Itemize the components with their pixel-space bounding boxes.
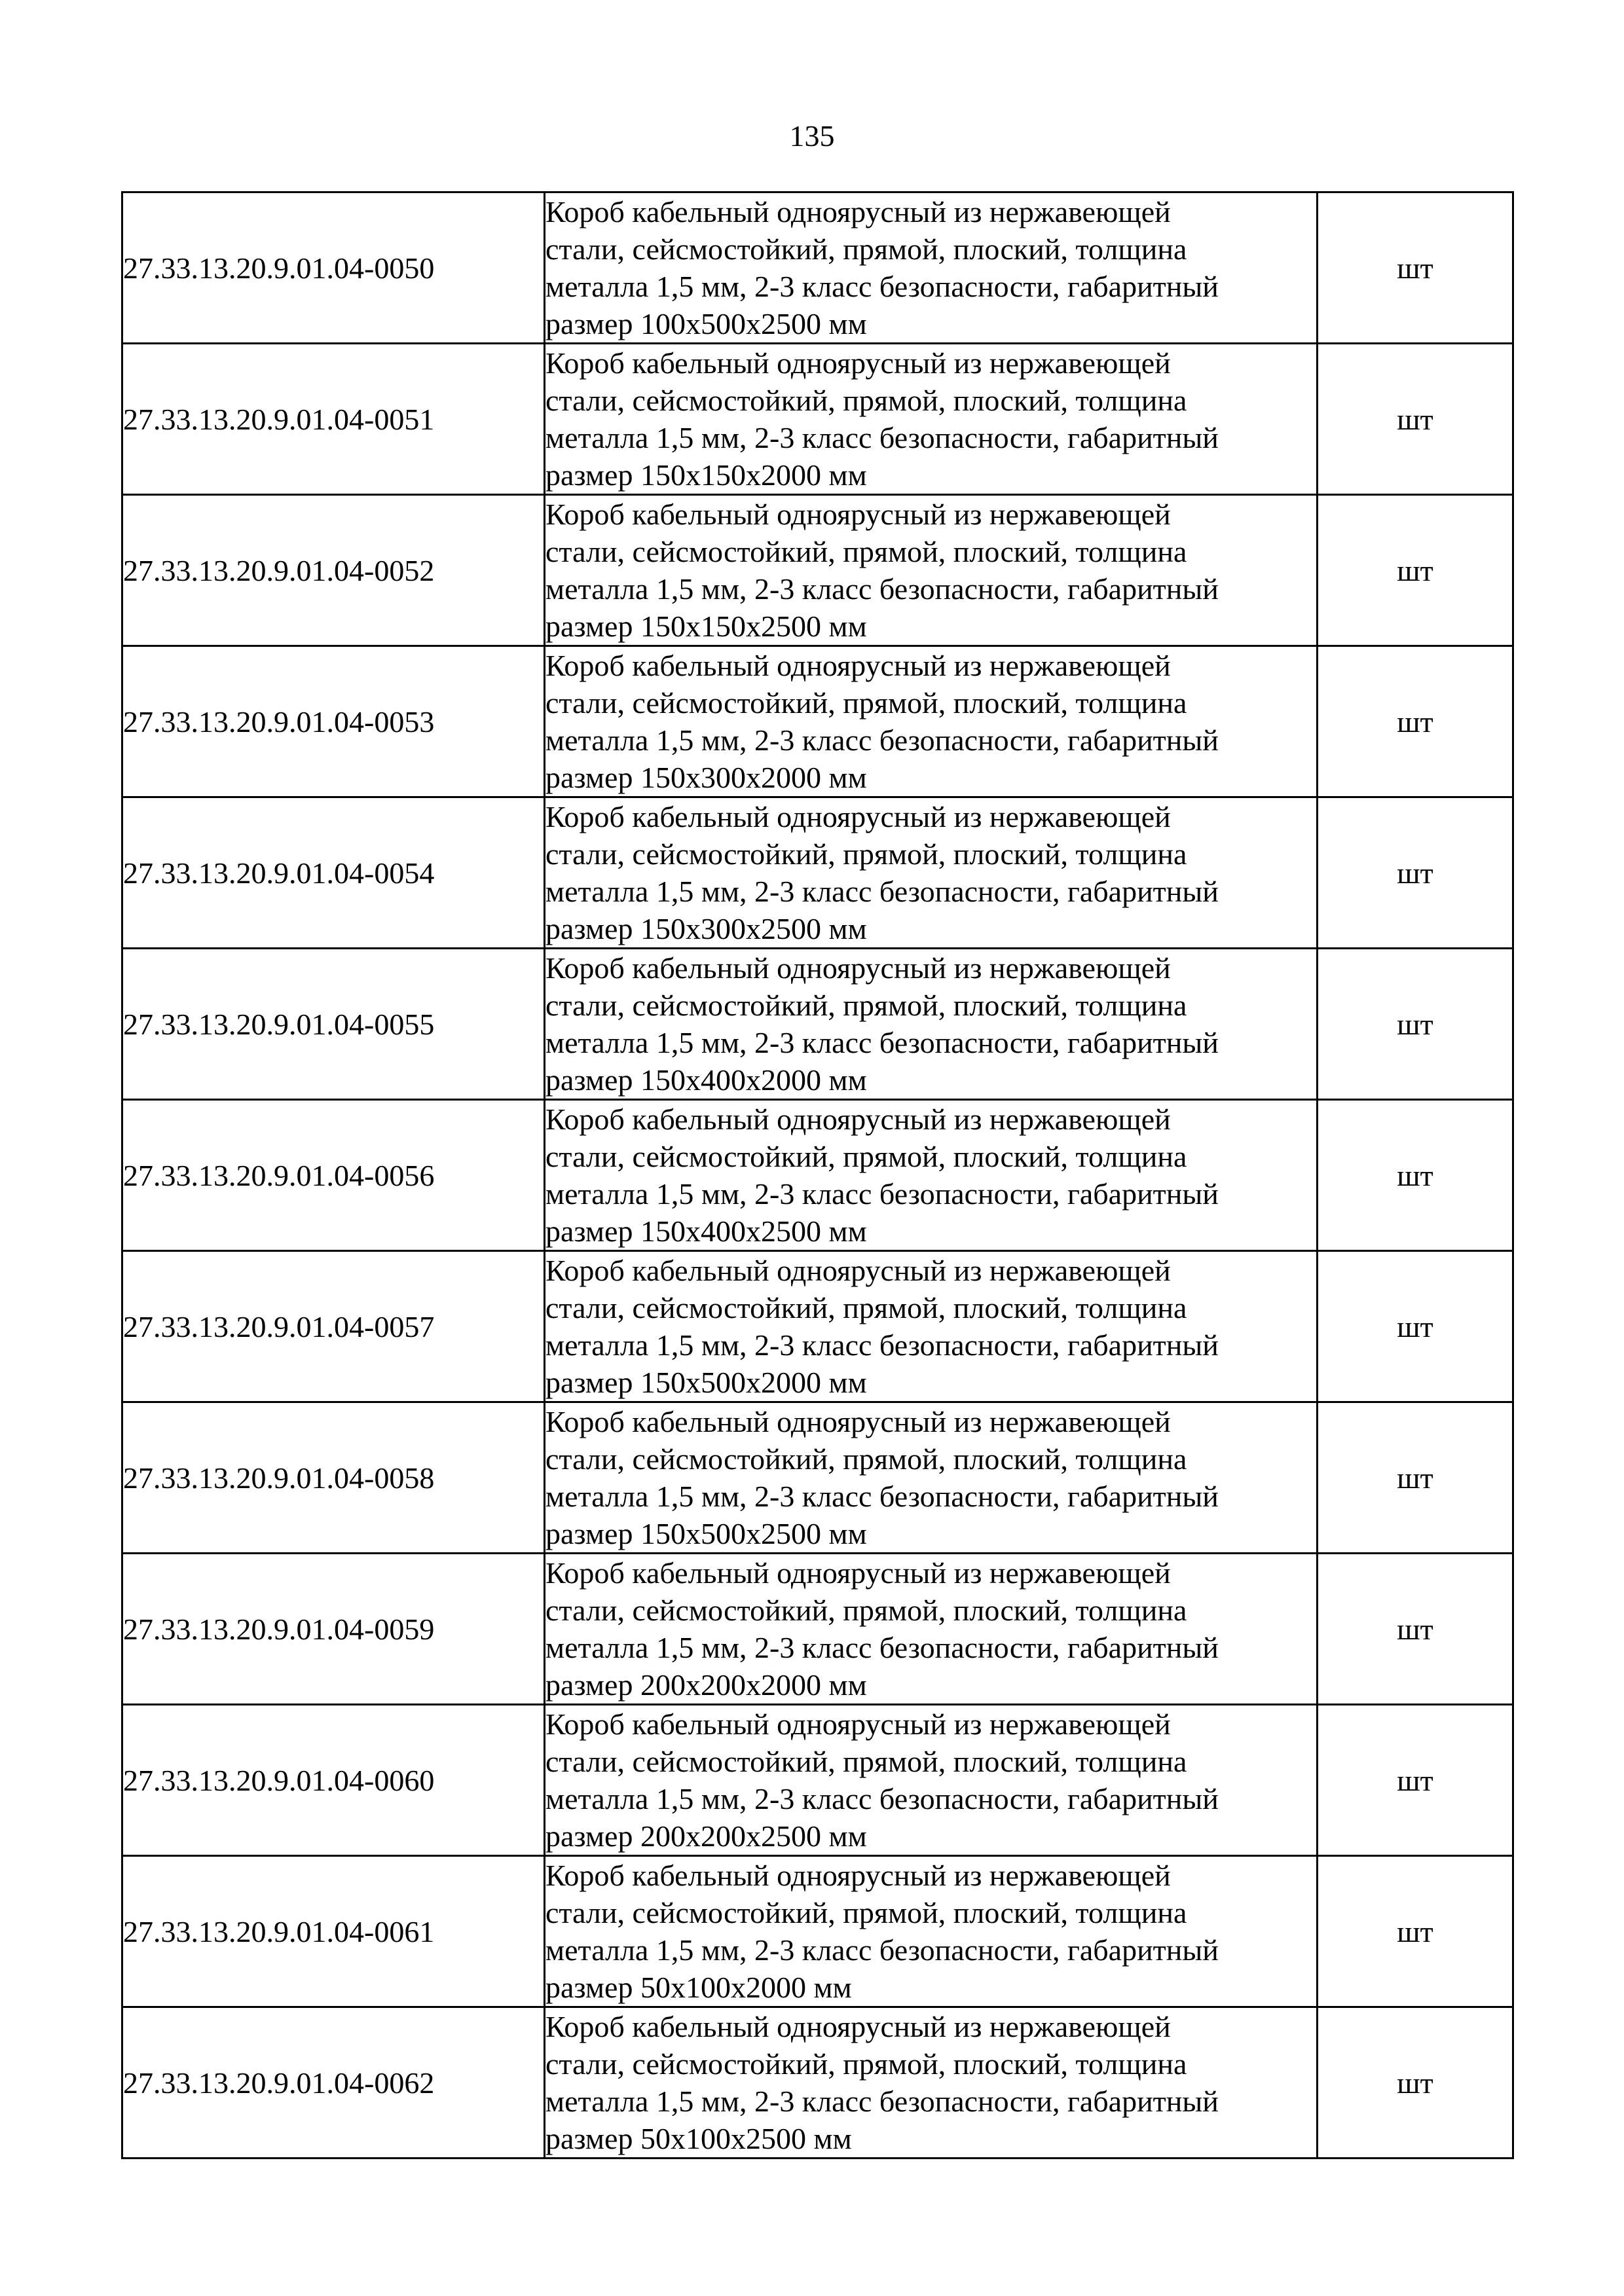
resource-description (545, 646, 1318, 797)
description-line: размер 100x500x2500 мм (545, 307, 867, 340)
description-line: металла 1,5 мм, 2-3 класс безопасности, габаритный (545, 1933, 1219, 1967)
resource-description (545, 2007, 1318, 2159)
resource-description (545, 1856, 1318, 2007)
description-line: стали, сейсмостойкий, прямой, плоский, толщина (545, 1442, 1187, 1476)
unit-of-measure: шт (1318, 495, 1513, 646)
description-line: стали, сейсмостойкий, прямой, плоский, толщина (545, 1140, 1187, 1173)
unit-of-measure: шт (1318, 1705, 1513, 1856)
table-row (122, 646, 1513, 797)
table-row (122, 495, 1513, 646)
table-row (122, 1705, 1513, 1856)
unit-of-measure: шт (1318, 344, 1513, 495)
description-line: металла 1,5 мм, 2-3 класс безопасности, габаритный (545, 1328, 1219, 1362)
resource-table (121, 191, 1514, 2159)
resource-description (545, 1705, 1318, 1856)
unit-of-measure: шт (1318, 2007, 1513, 2159)
description-line: стали, сейсмостойкий, прямой, плоский, толщина (545, 837, 1187, 871)
table-row (122, 2007, 1513, 2159)
unit-of-measure: шт (1318, 1100, 1513, 1251)
description-line: Короб кабельный одноярусный из нержавеющей (545, 346, 1171, 380)
description-line: металла 1,5 мм, 2-3 класс безопасности, габаритный (545, 1480, 1219, 1513)
description-line: размер 150x150x2500 мм (545, 610, 867, 643)
resource-code: 27.33.13.20.9.01.04-0053 (122, 646, 545, 797)
description-line: Короб кабельный одноярусный из нержавеющей (545, 1102, 1171, 1136)
table-row (122, 949, 1513, 1100)
resource-description (545, 1100, 1318, 1251)
unit-of-measure: шт (1318, 1554, 1513, 1705)
description-line: металла 1,5 мм, 2-3 класс безопасности, габаритный (545, 421, 1219, 454)
description-line: размер 50x100x2500 мм (545, 2122, 852, 2155)
description-line: стали, сейсмостойкий, прямой, плоский, толщина (545, 989, 1187, 1022)
resource-code: 27.33.13.20.9.01.04-0054 (122, 797, 545, 949)
description-line: размер 150x500x2500 мм (545, 1517, 867, 1550)
description-line: стали, сейсмостойкий, прямой, плоский, толщина (545, 535, 1187, 568)
description-line: Короб кабельный одноярусный из нержавеющей (545, 2010, 1171, 2043)
description-line: стали, сейсмостойкий, прямой, плоский, толщина (545, 2047, 1187, 2081)
unit-of-measure: шт (1318, 949, 1513, 1100)
resource-description (545, 797, 1318, 949)
description-line: стали, сейсмостойкий, прямой, плоский, толщина (545, 1745, 1187, 1778)
description-line: Короб кабельный одноярусный из нержавеющей (545, 951, 1171, 985)
page-number: 135 (789, 119, 835, 153)
description-line: размер 150x400x2500 мм (545, 1214, 867, 1248)
resource-code: 27.33.13.20.9.01.04-0050 (122, 192, 545, 344)
description-line: Короб кабельный одноярусный из нержавеющей (545, 649, 1171, 682)
resource-code: 27.33.13.20.9.01.04-0061 (122, 1856, 545, 2007)
resource-code: 27.33.13.20.9.01.04-0057 (122, 1251, 545, 1402)
table-row (122, 1100, 1513, 1251)
resource-code: 27.33.13.20.9.01.04-0052 (122, 495, 545, 646)
description-line: Короб кабельный одноярусный из нержавеющей (545, 1405, 1171, 1438)
description-line: Короб кабельный одноярусный из нержавеющей (545, 1707, 1171, 1741)
description-line: металла 1,5 мм, 2-3 класс безопасности, габаритный (545, 1177, 1219, 1211)
description-line: Короб кабельный одноярусный из нержавеющей (545, 1254, 1171, 1287)
description-line: стали, сейсмостойкий, прямой, плоский, толщина (545, 1594, 1187, 1627)
description-line: размер 150x300x2000 мм (545, 761, 867, 794)
description-line: металла 1,5 мм, 2-3 класс безопасности, габаритный (545, 1782, 1219, 1815)
description-line: стали, сейсмостойкий, прямой, плоский, толщина (545, 686, 1187, 720)
description-line: металла 1,5 мм, 2-3 класс безопасности, габаритный (545, 1631, 1219, 1664)
table-body (122, 192, 1513, 2159)
table-row (122, 1402, 1513, 1554)
resource-description (545, 1402, 1318, 1554)
description-line: Короб кабельный одноярусный из нержавеющей (545, 800, 1171, 833)
resource-description (545, 344, 1318, 495)
resource-description (545, 495, 1318, 646)
resource-description (545, 1251, 1318, 1402)
description-line: размер 150x400x2000 мм (545, 1063, 867, 1097)
description-line: металла 1,5 мм, 2-3 класс безопасности, габаритный (545, 875, 1219, 908)
description-line: стали, сейсмостойкий, прямой, плоский, толщина (545, 384, 1187, 417)
description-line: металла 1,5 мм, 2-3 класс безопасности, габаритный (545, 572, 1219, 606)
description-line: стали, сейсмостойкий, прямой, плоский, толщина (545, 1291, 1187, 1324)
description-line: Короб кабельный одноярусный из нержавеющей (545, 1556, 1171, 1590)
resource-description (545, 1554, 1318, 1705)
resource-code: 27.33.13.20.9.01.04-0058 (122, 1402, 545, 1554)
description-line: Короб кабельный одноярусный из нержавеющей (545, 498, 1171, 531)
description-line: металла 1,5 мм, 2-3 класс безопасности, габаритный (545, 270, 1219, 303)
resource-code: 27.33.13.20.9.01.04-0062 (122, 2007, 545, 2159)
description-line: Короб кабельный одноярусный из нержавеющей (545, 1859, 1171, 1892)
description-line: размер 200x200x2500 мм (545, 1819, 867, 1853)
unit-of-measure: шт (1318, 1402, 1513, 1554)
unit-of-measure: шт (1318, 1856, 1513, 2007)
resource-description (545, 192, 1318, 344)
description-line: металла 1,5 мм, 2-3 класс безопасности, габаритный (545, 723, 1219, 757)
description-line: размер 150x300x2500 мм (545, 912, 867, 945)
description-line: размер 50x100x2000 мм (545, 1971, 852, 2004)
description-line: стали, сейсмостойкий, прямой, плоский, толщина (545, 232, 1187, 266)
description-line: размер 200x200x2000 мм (545, 1668, 867, 1702)
unit-of-measure: шт (1318, 646, 1513, 797)
resource-code: 27.33.13.20.9.01.04-0056 (122, 1100, 545, 1251)
table-row (122, 797, 1513, 949)
description-line: металла 1,5 мм, 2-3 класс безопасности, габаритный (545, 2085, 1219, 2118)
description-line: размер 150x150x2000 мм (545, 458, 867, 492)
table-row (122, 1554, 1513, 1705)
description-line: размер 150x500x2000 мм (545, 1366, 867, 1399)
table-row (122, 192, 1513, 344)
unit-of-measure: шт (1318, 192, 1513, 344)
table-row (122, 1856, 1513, 2007)
description-line: Короб кабельный одноярусный из нержавеющей (545, 195, 1171, 228)
resource-code: 27.33.13.20.9.01.04-0055 (122, 949, 545, 1100)
resource-code: 27.33.13.20.9.01.04-0060 (122, 1705, 545, 1856)
resource-description (545, 949, 1318, 1100)
unit-of-measure: шт (1318, 1251, 1513, 1402)
resource-code: 27.33.13.20.9.01.04-0051 (122, 344, 545, 495)
description-line: металла 1,5 мм, 2-3 класс безопасности, габаритный (545, 1026, 1219, 1059)
resource-code: 27.33.13.20.9.01.04-0059 (122, 1554, 545, 1705)
table-row (122, 344, 1513, 495)
description-line: стали, сейсмостойкий, прямой, плоский, толщина (545, 1896, 1187, 1929)
table-row (122, 1251, 1513, 1402)
unit-of-measure: шт (1318, 797, 1513, 949)
